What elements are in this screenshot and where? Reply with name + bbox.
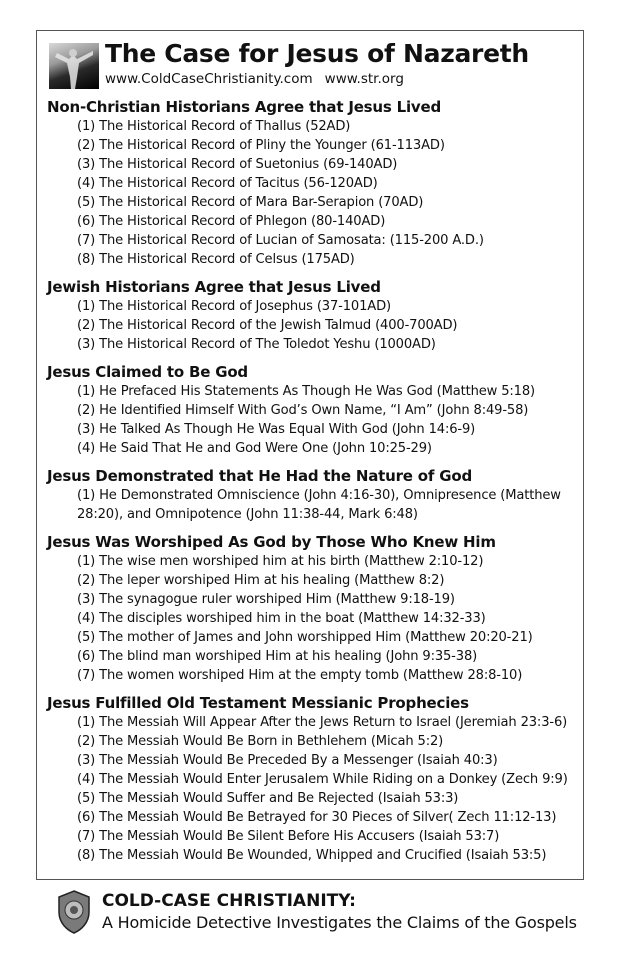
list-item: (5) The mother of James and John worshipped Him (Matthew 20:20-21) [77,630,533,645]
list-item: (6) The Historical Record of Phlegon (80-140AD) [77,214,386,229]
list-item: (7) The women worshiped Him at the empty tomb (Matthew 28:8-10) [77,668,523,683]
list-item: (1) He Prefaced His Statements As Though He Was God (Matthew 5:18) [77,384,535,399]
section-title: Jewish Historians Agree that Jesus Lived [47,278,381,296]
book-subtitle: A Homicide Detective Investigates the Claims of the Gospels [102,913,577,932]
list-item: (1) The Historical Record of Thallus (52AD) [77,119,351,134]
section [47,277,577,354]
list-item: (4) The disciples worshiped him in the boat (Matthew 14:32-33) [77,611,486,626]
list-item: (4) The Historical Record of Tacitus (56-120AD) [77,176,378,191]
section [47,97,577,269]
section-list [77,117,577,269]
crucifix-image [49,43,99,89]
list-item: (7) The Messiah Would Be Silent Before His Accusers (Isaiah 53:7) [77,829,500,844]
list-item: (3) He Talked As Though He Was Equal With God (John 14:6-9) [77,422,476,437]
list-item: (1) The Historical Record of Josephus (37-101AD) [77,299,391,314]
list-item: (1) He Demonstrated Omniscience (John 4:16-30), Omnipresence (Matthew 28:20), and Omnipotence (John 11:38-44, Mark 6:48) [77,488,561,522]
section-title: Non-Christian Historians Agree that Jesus Lived [47,98,442,116]
list-item: (5) The Messiah Would Suffer and Be Rejected (Isaiah 53:3) [77,791,459,806]
section-list [77,552,577,685]
list-item: (5) The Historical Record of Mara Bar-Serapion (70AD) [77,195,424,210]
list-item: (2) The Messiah Would Be Born in Bethlehem (Micah 5:2) [77,734,444,749]
list-item: (6) The blind man worshiped Him at his healing (John 9:35-38) [77,649,478,664]
section-title: Jesus Fulfilled Old Testament Messianic Prophecies [47,694,469,712]
list-item: (2) He Identified Himself With God’s Own Name, “I Am” (John 8:49-58) [77,403,529,418]
section-list [77,382,577,458]
info-card [36,30,584,880]
list-item: (4) The Messiah Would Enter Jerusalem While Riding on a Donkey (Zech 9:9) [77,772,568,787]
list-item: (4) He Said That He and God Were One (John 10:25-29) [77,441,432,456]
section-list [77,486,577,524]
section-list [77,713,577,865]
list-item: (6) The Messiah Would Be Betrayed for 30 Pieces of Silver( Zech 11:12-13) [77,810,557,825]
site-link-coldcase[interactable]: www.ColdCaseChristianity.com [105,71,313,87]
section [47,466,577,524]
list-item: (2) The Historical Record of Pliny the Younger (61-113AD) [77,138,445,153]
list-item: (1) The wise men worshiped him at his birth (Matthew 2:10-12) [77,554,484,569]
list-item: (8) The Messiah Would Be Wounded, Whipped and Crucified (Isaiah 53:5) [77,848,547,863]
site-link-str[interactable]: www.str.org [324,71,404,87]
list-item: (3) The Historical Record of The Toledot Yeshu (1000AD) [77,337,436,352]
section-title: Jesus Claimed to Be God [47,363,248,381]
section-title: Jesus Was Worshiped As God by Those Who Knew Him [47,533,496,551]
list-item: (7) The Historical Record of Lucian of Samosata: (115-200 A.D.) [77,233,484,248]
page-title: The Case for Jesus of Nazareth [105,39,529,68]
book-footer [56,888,596,948]
list-item: (3) The synagogue ruler worshiped Him (Matthew 9:18-19) [77,592,455,607]
section [47,362,577,458]
list-item: (2) The Historical Record of the Jewish Talmud (400-700AD) [77,318,458,333]
card-header [49,39,579,93]
content [47,97,577,873]
list-item: (8) The Historical Record of Celsus (175AD) [77,252,355,267]
list-item: (2) The leper worshiped Him at his healing (Matthew 8:2) [77,573,445,588]
section [47,532,577,685]
website-links [105,71,404,87]
detective-badge-icon [56,890,92,934]
list-item: (3) The Messiah Would Be Preceded By a Messenger (Isaiah 40:3) [77,753,498,768]
book-title: COLD-CASE CHRISTIANITY: [102,891,356,911]
list-item: (3) The Historical Record of Suetonius (69-140AD) [77,157,398,172]
section [47,693,577,865]
section-list [77,297,577,354]
section-title: Jesus Demonstrated that He Had the Nature of God [47,467,472,485]
list-item: (1) The Messiah Will Appear After the Jews Return to Israel (Jeremiah 23:3-6) [77,715,568,730]
